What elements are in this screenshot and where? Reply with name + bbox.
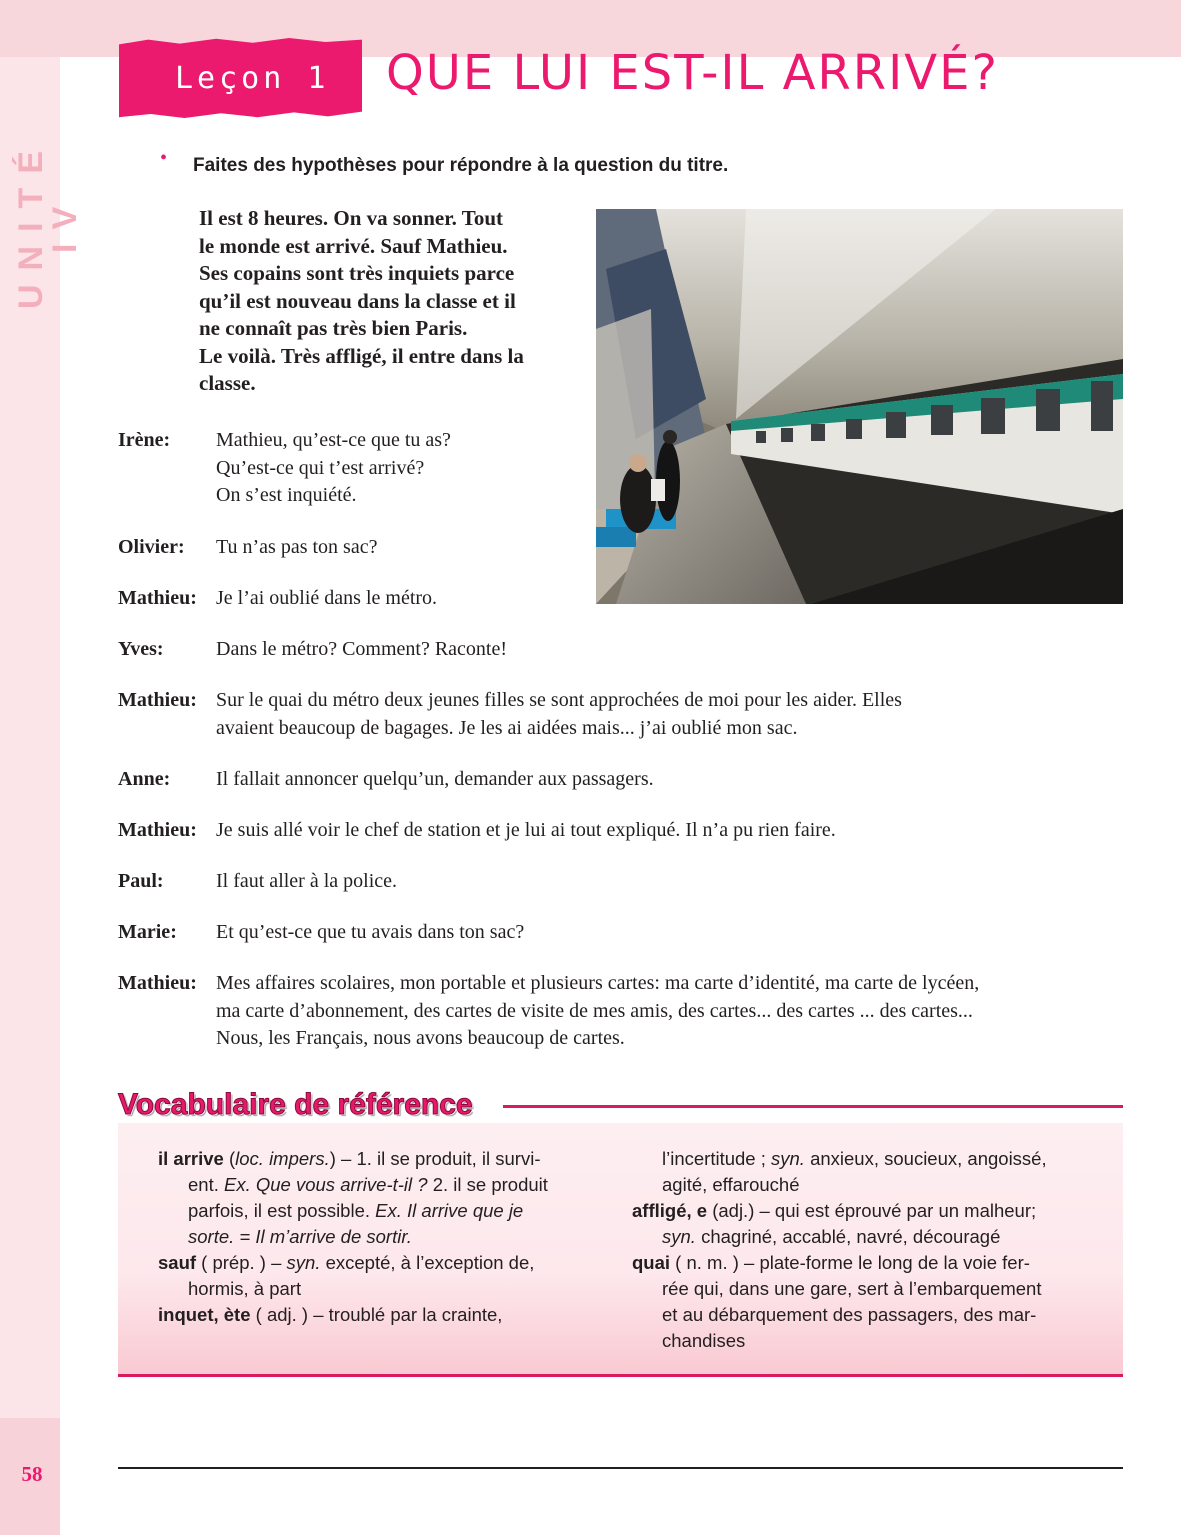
speech [216, 427, 1096, 510]
vocab-italic-text: syn. [662, 1226, 696, 1247]
vocab-continuation-line [632, 1302, 1082, 1328]
speech [216, 585, 1096, 613]
intro-line: Ses copains sont très inquiets parce [199, 261, 515, 285]
vocab-italic-text: syn. [771, 1148, 805, 1169]
intro-line: Le voilà. Très affligé, il entre dans la [199, 343, 524, 368]
vocabulary-column-left [158, 1146, 580, 1328]
vocab-entry-line [158, 1302, 580, 1328]
vocab-text: l’incertitude ; [662, 1148, 771, 1169]
speech-line: Sur le quai du métro deux jeunes filles se sont approchées de moi pour les aider. Elles [216, 689, 902, 711]
lesson-label: Leçon 1 [175, 61, 330, 96]
speaker-name: Mathieu: [118, 689, 197, 711]
speech-line: Je l’ai oublié dans le métro. [216, 587, 438, 609]
speaker-name: Yves: [118, 638, 164, 660]
footer-rule [118, 1467, 1123, 1469]
vocab-continuation-line [158, 1224, 580, 1250]
vocab-text: ( [223, 1148, 236, 1169]
vocab-text: chandises [662, 1330, 746, 1351]
intro-line: Il est 8 heures. On va sonner. Tout [199, 206, 503, 230]
vocab-italic-text: Ex. Il arrive que je [375, 1200, 524, 1221]
speaker-name: Marie: [118, 921, 177, 943]
heading-rule [503, 1105, 1123, 1108]
intro-paragraph [199, 205, 579, 398]
vocab-text: (adj.) – qui est éprouvé par un malheur; [707, 1200, 1037, 1221]
speech-line: Tu n’as pas ton sac? [216, 536, 378, 558]
speech-line: Mathieu, qu’est-ce que tu as? [216, 429, 451, 451]
unit-label: UNITÉ IV [12, 137, 84, 309]
page-number: 58 [21, 1462, 43, 1486]
bullet-icon: • [160, 147, 168, 169]
vocab-text: anxieux, soucieux, angoissé, [804, 1148, 1047, 1169]
vocab-continuation-line [632, 1146, 1082, 1172]
speech-line: Il fallait annoncer quelqu’un, demander aux passagers. [216, 768, 654, 790]
vocab-continuation-line [632, 1172, 1082, 1198]
speaker-name: Olivier: [118, 536, 185, 558]
intro-line: qu’il est nouveau dans la classe et il [199, 288, 516, 313]
vocab-entry-line [632, 1198, 1082, 1224]
speech [216, 636, 1096, 664]
vocab-italic-text: loc. impers. [235, 1148, 330, 1169]
speech-line: Qu’est-ce qui t’est arrivé? [216, 456, 425, 479]
vocab-text: agité, effarouché [662, 1174, 800, 1195]
speaker-name: Mathieu: [118, 819, 197, 841]
vocab-entry-line [158, 1146, 580, 1172]
intro-line: ne connaît pas très bien Paris. [199, 316, 468, 340]
vocab-term: affligé, e [632, 1200, 708, 1221]
vocab-text: ent. [188, 1174, 224, 1195]
vocab-entry-line [158, 1250, 580, 1276]
vocab-term: inquet, ète [158, 1304, 251, 1325]
vocab-text: ) – 1. il se produit, il survi- [329, 1148, 541, 1169]
page-title: QUE LUI EST-IL ARRIVÉ? [386, 45, 999, 101]
vocab-text: ( adj. ) – troublé par la crainte, [250, 1304, 503, 1325]
speaker-name: Mathieu: [118, 587, 197, 609]
vocab-continuation-line [158, 1198, 580, 1224]
speech-line: avaient beaucoup de bagages. Je les ai aidées mais... j’ai oublié mon sac. [216, 716, 798, 739]
vocab-text: et au débarquement des passagers, des mar- [662, 1304, 1037, 1325]
vocab-text: ( n. m. ) – plate-forme le long de la voie fer- [670, 1252, 1030, 1273]
vocab-term: quai [632, 1252, 671, 1273]
vocab-continuation-line [158, 1276, 580, 1302]
vocab-continuation-line [632, 1224, 1082, 1250]
speaker-name: Mathieu: [118, 972, 197, 994]
speech-line: On s’est inquiété. [216, 484, 357, 506]
vocab-text: parfois, il est possible. [188, 1200, 376, 1221]
vocab-text: hormis, à part [188, 1278, 302, 1299]
vocab-text: chagriné, accablé, navré, découragé [695, 1226, 1001, 1247]
instruction: Faites des hypothèses pour répondre à la question du titre. [193, 155, 729, 176]
speech [216, 919, 1096, 947]
vocab-text: ( prép. ) – [196, 1252, 287, 1273]
speech [216, 534, 1096, 562]
vocab-italic-text: syn. [286, 1252, 321, 1273]
vocab-term: il arrive [158, 1148, 224, 1169]
vocab-text: 2. il se produit [427, 1174, 548, 1195]
speech-line: Il faut aller à la police. [216, 870, 398, 892]
speaker-name: Irène: [118, 429, 171, 451]
vocabulary-bottom-rule [118, 1374, 1123, 1377]
vocabulary-heading: Vocabulaire de référence [118, 1088, 473, 1121]
speech-line: ma carte d’abonnement, des cartes de visite de mes amis, des cartes... des cartes ... des cartes... [216, 999, 973, 1022]
speaker-name: Anne: [118, 768, 171, 790]
vocab-italic-text: Ex. Que vous arrive-t-il ? [224, 1174, 428, 1195]
vocab-continuation-line [158, 1172, 580, 1198]
speech [216, 970, 1096, 1053]
vocab-text: excepté, à l’exception de, [320, 1252, 535, 1273]
speech-line: Dans le métro? Comment? Raconte! [216, 638, 508, 660]
speech-line: Je suis allé voir le chef de station et je lui ai tout expliqué. Il n’a pu rien faire. [216, 819, 836, 841]
vocab-italic-text: sorte. = Il m’arrive de sortir. [188, 1226, 412, 1247]
intro-line: le monde est arrivé. Sauf Mathieu. [199, 233, 508, 258]
intro-line: classe. [199, 371, 256, 395]
vocabulary-column-right [632, 1146, 1082, 1354]
vocab-text: rée qui, dans une gare, sert à l’embarquement [662, 1278, 1042, 1299]
speech-line: Et qu’est-ce que tu avais dans ton sac? [216, 921, 525, 943]
speech [216, 766, 1096, 794]
vocab-entry-line [632, 1250, 1082, 1276]
speech [216, 868, 1096, 896]
vocab-continuation-line [632, 1328, 1082, 1354]
speaker-name: Paul: [118, 870, 164, 892]
speech [216, 817, 1096, 845]
vocab-continuation-line [632, 1276, 1082, 1302]
vocab-term: sauf [158, 1252, 197, 1273]
speech-line: Nous, les Français, nous avons beaucoup de cartes. [216, 1027, 625, 1049]
speech-line: Mes affaires scolaires, mon portable et plusieurs cartes: ma carte d’identité, ma carte de lycéen, [216, 972, 980, 994]
speech [216, 687, 1096, 742]
